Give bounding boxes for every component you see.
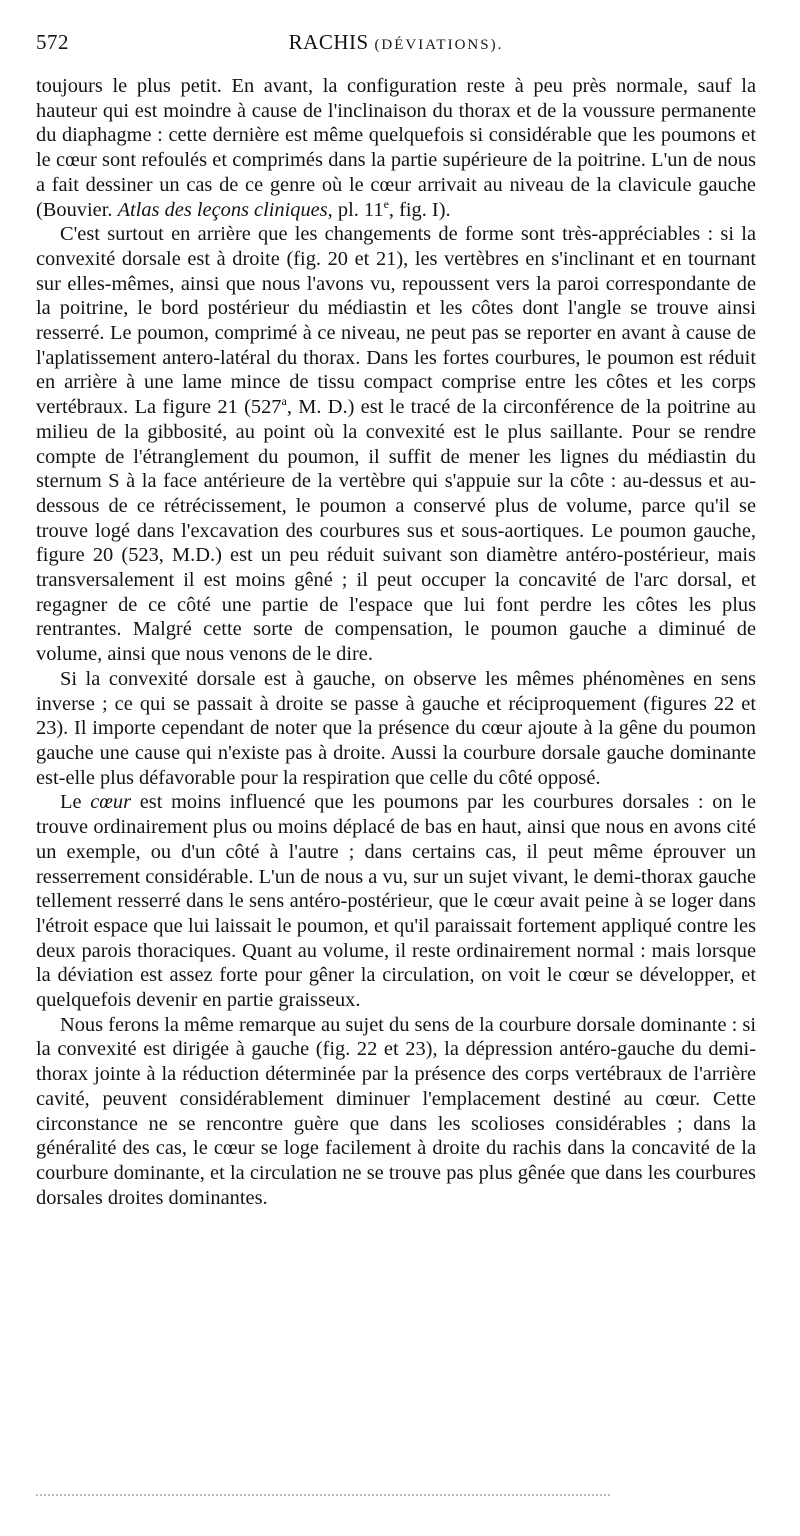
text-segment: Le [60,791,91,814]
running-head [36,30,756,64]
body-text [36,74,756,1210]
paragraph [36,1013,756,1211]
superscript-segment: e [383,196,389,211]
text-segment: , M. D.) est le tracé de la circonférence de la poitrine au milieu de la gibbosité, au point où la convexité est le plus saillante. Pour se rendre compte de l'étranglement du poumon, il suffit de mener les lignes du médiastin du sternum S à la face antérieure de la vertèbre qui s'appuie sur la côte : au-dessus et au-dessous de ce rétrécissement, le poumon a conservé plus de volume, parce qu'il se trouve logé dans l'excavation des courbures sus et sous-aortiques. Le poumon gauche, figure 20 (523, M.D.) est un peu réduit suivant son diamètre antéro-postérieur, mais transversalement il est moins gêné ; il peut occuper la concavité de l'arc dorsal, et regagner de ce côté une partie de l'espace que lui font perdre les côtes les plus rentrantes. Malgré cette sorte de compensation, le poumon gauche a diminué de volume, ainsi que nous venons de le dire. [36,396,756,666]
text-segment: , pl. 11 [327,198,384,221]
paragraph [36,667,756,791]
text-segment: C'est surtout en arrière que les changements de forme sont très-appréciables : si la convexité dorsale est à droite (fig. 20 et 21), les vertèbres en s'inclinant et en tournant sur elles-mêmes, ainsi que nous l'avons vu, repoussent vers la paroi correspondante de la poitrine, le bord postérieur du médiastin et les côtes dont l'angle se trouve ainsi resserré. Le poumon, comprimé à ce niveau, ne peut pas se reporter en avant à cause de l'aplatissement antero-latéral du thorax. Dans les fortes courbures, le poumon est réduit en arrière à une lame mince de tissu compact comprise entre les côtes et les corps vertébraux. La figure 21 (527 [36,223,756,419]
italic-text-segment: cœur [90,791,132,814]
text-segment: est moins influencé que les poumons par les courbures dorsales : on le trouve ordinairement plus ou moins déplacé de bas en haut, ainsi que nous en avons cité un exemple, ou d'un côté à l'autre ; dans certains cas, il peut même éprouver un resserrement considérable. L'un de nous a vu, sur un sujet vivant, le demi-thorax gauche tellement resserré dans le sens antéro-postérieur, que le cœur avait peine à se loger dans l'étroit espace que lui laissait le poumon, et qu'il paraissait fortement appliqué contre les deux parois thoraciques. Quant au volume, il reste ordinairement normal : mais lorsque la déviation est assez forte pour gêner la circulation, on voit le cœur se développer, et quelquefois devenir en partie graisseux. [36,791,757,1012]
paragraph [36,222,756,667]
italic-text-segment: Atlas des leçons cliniques [117,198,328,221]
paragraph [36,74,756,222]
footer-dotted-rule [36,1494,610,1496]
running-title [36,30,756,55]
paragraph [36,790,756,1012]
text-segment: Si la convexité dorsale est à gauche, on observe les mêmes phénomènes en sens inverse ; ce qui se passait à droite se passe à gauche et réciproquement (figures 22 et 23). Il importe cependant de noter que la présence du cœur ajoute à la gêne du poumon gauche une cause qui n'existe pas à droite. Aussi la courbure dorsale gauche dominante est-elle plus défavorable pour la respiration que celle du côté opposé. [36,667,756,789]
text-segment: , fig. I). [388,198,451,221]
running-title-subtitle: (DÉVIATIONS). [374,37,504,53]
page-number: 572 [36,30,69,54]
text-segment: toujours le plus petit. En avant, la configuration reste à peu près normale, sauf la hauteur qui est moindre à cause de l'inclinaison du thorax et de la voussure permanente du diaphagme : cette dernière est même quelquefois si considérable que les poumons et le cœur sont refoulés et comprimés dans la partie supérieure de la poitrine. L'un de nous a fait dessiner un cas de ce genre où le cœur arrivait au niveau de la clavicule gauche (Bouvier. [36,75,756,221]
superscript-segment: a [281,394,287,409]
running-title-main: RACHIS [288,30,369,54]
text-segment: Nous ferons la même remarque au sujet du sens de la courbure dorsale dominante : si la convexité est dirigée à gauche (fig. 22 et 23), la dépression antéro-gauche du demi-thorax jointe à la réduction déterminée par la présence des corps vertébraux de l'arrière cavité, peuvent considérablement diminuer l'emplacement destiné au cœur. Cette circonstance ne se rencontre guère que dans les scolioses considérables ; dans la généralité des cas, le cœur se loge facilement à droite du rachis dans la concavité de la courbure dominante, et la circulation ne se trouve pas plus gênée que dans les courbures dorsales droites dominantes. [36,1013,756,1209]
